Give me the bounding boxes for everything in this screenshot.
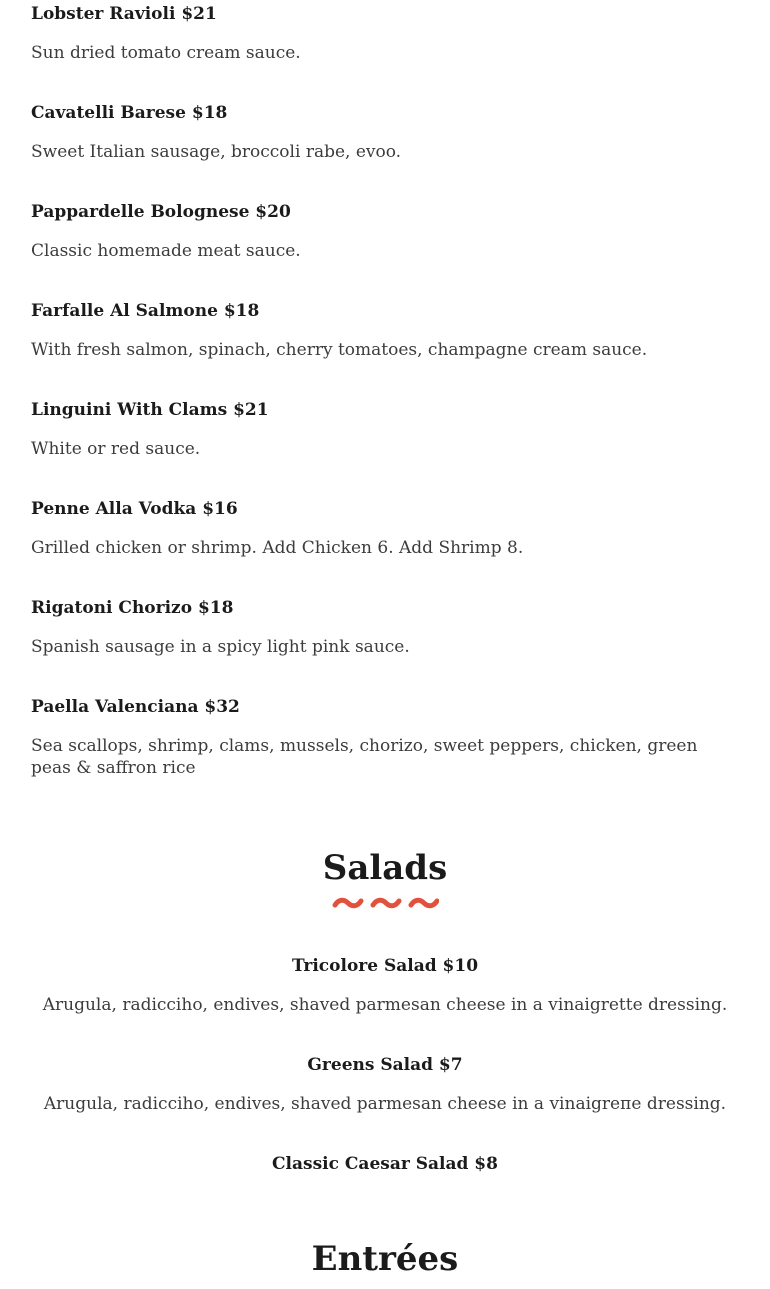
squiggle-divider-icon [31,895,739,911]
item-title: Farfalle Al Salmone $18 [31,301,260,321]
item-description: With fresh salmon, spinach, cherry tomatoes, champagne cream sauce. [31,340,648,360]
menu-item-rigatoni-chorizo [31,597,739,658]
section-heading-entrees: Entrées [311,1239,459,1279]
item-title: Cavatelli Barese $18 [31,103,228,123]
item-description: Grilled chicken or shrimp. Add Chicken 6. Add Shrimp 8. [31,538,524,558]
item-title: Rigatoni Chorizo $18 [31,598,234,618]
item-title: Tricolore Salad $10 [291,956,479,976]
menu-item-farfalle-al-salmone [31,300,739,361]
item-title: Paella Valenciana $32 [31,697,240,717]
menu-item-pappardelle-bolognese [31,201,739,262]
item-title: Pappardelle Bolognese $20 [31,202,291,222]
menu-item-tricolore-salad [31,955,739,1016]
menu-item-cavatelli-barese [31,102,739,163]
item-description: Sweet Italian sausage, broccoli rabe, evoo. [31,142,402,162]
menu-item-greens-salad [31,1054,739,1115]
item-title: Penne Alla Vodka $16 [31,499,238,519]
item-description: Spanish sausage in a spicy light pink sauce. [31,637,410,657]
salads-section [31,845,739,1176]
item-description: Classic homemade meat sauce. [31,241,301,261]
item-description: Sea scallops, shrimp, clams, mussels, chorizo, sweet peppers, chicken, green peas & saffron rice [31,736,698,778]
menu-item-penne-alla-vodka [31,498,739,559]
menu-item-lobster-ravioli [31,3,739,64]
item-title: Linguini With Clams $21 [31,400,269,420]
item-description: White or red sauce. [31,439,201,459]
menu-item-linguini-with-clams [31,399,739,460]
item-title: Lobster Ravioli $21 [31,4,217,24]
entrees-section [31,1236,739,1282]
pasta-section [31,3,739,779]
item-description: Arugula, radicciho, endives, shaved parmesan cheese in a vinaigrette dressing. [42,995,728,1015]
salad-items [31,955,739,1176]
item-title: Classic Caesar Salad $8 [272,1154,498,1174]
item-description: Arugula, radicciho, endives, shaved parmesan cheese in a vinaigreпe dressing. [43,1094,727,1114]
item-title: Greens Salad $7 [307,1055,463,1075]
menu-item-classic-caesar-salad [31,1153,739,1176]
item-description: Sun dried tomato cream sauce. [31,43,301,63]
menu-item-paella-valenciana [31,696,739,779]
section-heading-salads: Salads [322,848,448,888]
